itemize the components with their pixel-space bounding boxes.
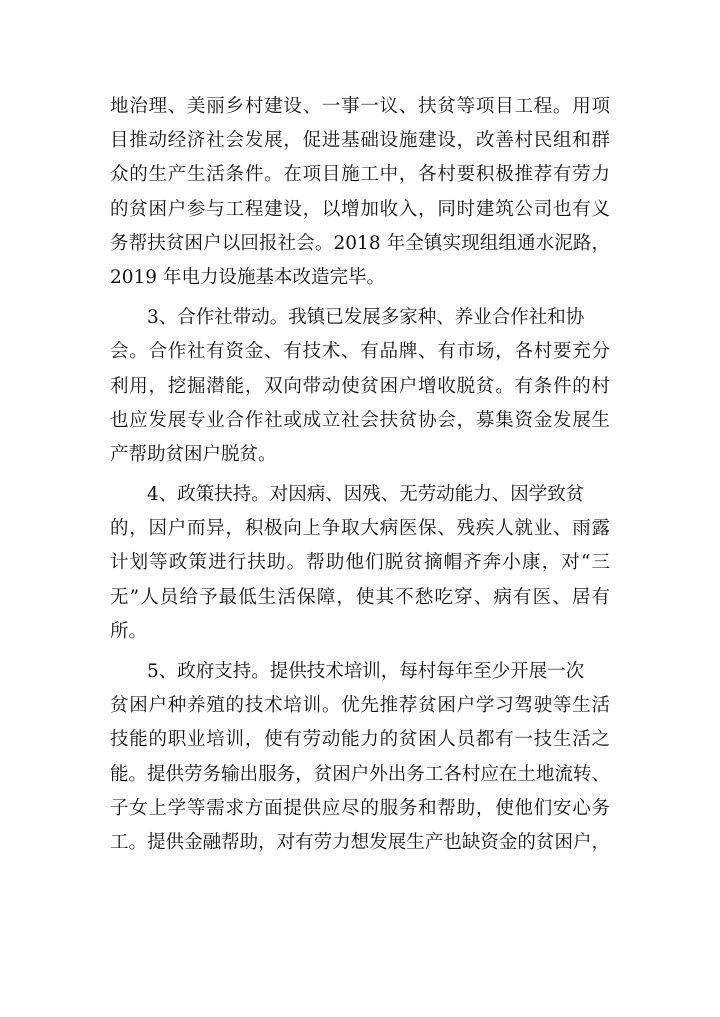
text-line: 贫困户种养殖的技术培训。优先推荐贫困户学习驾驶等生活: [110, 695, 610, 717]
text-line: 利用，挖掘潜能，双向带动使贫困户增收脱贫。有条件的村: [110, 375, 610, 397]
text-line: 的贫困户参与工程建设，以增加收入，同时建筑公司也有义: [110, 198, 610, 220]
text-line: 的，因户而异，积极向上争取大病医保、残疾人就业、雨露: [110, 518, 610, 540]
text-line: 2019 年电力设施基本改造完毕。: [110, 266, 385, 288]
text-line: 5、政府支持。提供技术培训，每村每年至少开展一次: [147, 661, 585, 682]
document-body: [110, 90, 610, 860]
text-line: 地治理、美丽乡村建设、一事一议、扶贫等项目工程。用项: [110, 96, 610, 117]
text-line: 4、政策扶持。对因病、因残、无劳动能力、因学致贫: [147, 484, 585, 506]
text-line: 会。合作社有资金、有技术、有品牌、有市场，各村要充分: [110, 341, 610, 363]
text-line: 务帮扶贫困户以回报社会。2018 年全镇实现组组通水泥路，: [110, 232, 610, 254]
text-line: 目推动经济社会发展，促进基础设施建设，改善村民组和群: [110, 130, 610, 152]
paragraph: [110, 655, 610, 860]
text-line: 计划等政策进行扶助。帮助他们脱贫摘帽齐奔小康，对“三: [110, 552, 610, 574]
text-line: 也应发展专业合作社或成立社会扶贫协会，募集资金发展生: [110, 409, 610, 431]
text-line: 所。: [110, 620, 148, 642]
text-line: 工。提供金融帮助，对有劳力想发展生产也缺资金的贫困户，: [110, 831, 610, 853]
text-line: 无”人员给予最低生活保障，使其不愁吃穿、病有医、居有: [110, 586, 610, 608]
paragraph: [110, 90, 610, 295]
text-line: 产帮助贫困户脱贫。: [110, 443, 277, 465]
text-line: 3、合作社带动。我镇已发展多家种、养业合作社和协: [147, 307, 585, 329]
text-line: 能。提供劳务输出服务，贫困户外出务工各村应在土地流转、: [110, 763, 610, 785]
text-line: 子女上学等需求方面提供应尽的服务和帮助，使他们安心务: [110, 797, 610, 819]
paragraph: [110, 478, 610, 649]
text-line: 技能的职业培训，使有劳动能力的贫困人员都有一技生活之: [110, 729, 610, 751]
paragraph: [110, 301, 610, 472]
text-line: 众的生产生活条件。在项目施工中，各村要积极推荐有劳力: [110, 164, 610, 186]
